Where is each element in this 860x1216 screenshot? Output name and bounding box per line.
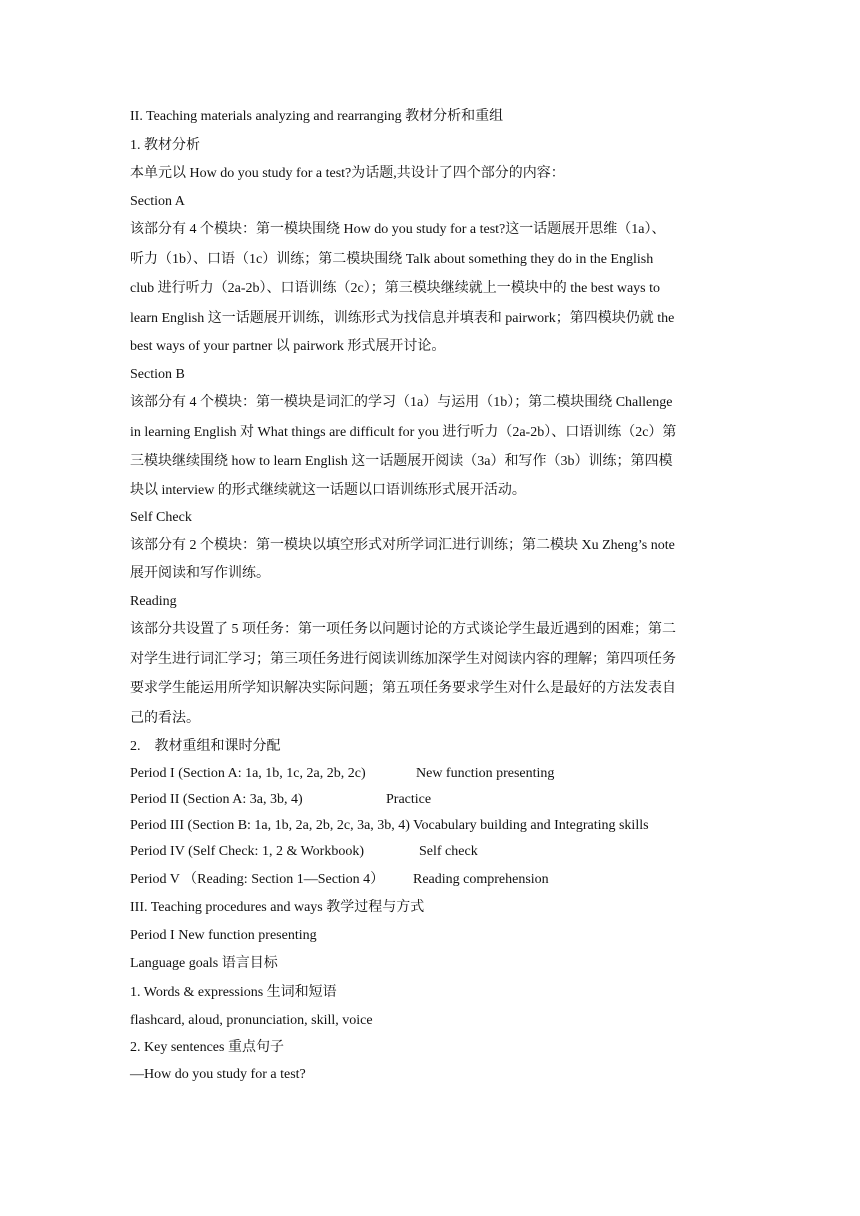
- key-sentences-heading: 2. Key sentences 重点句子: [130, 1039, 284, 1055]
- section-heading-teaching-materials: II. Teaching materials analyzing and rearranging 教材分析和重组: [130, 109, 504, 124]
- self-check-line: 展开阅读和写作训练。: [130, 566, 270, 581]
- section-heading-procedures: III. Teaching procedures and ways 教学过程与方式: [130, 899, 425, 915]
- section-b-line: 块以 interview 的形式继续就这一话题以口语训练形式展开活动。: [130, 482, 526, 498]
- language-goals-heading: Language goals 语言目标: [130, 955, 278, 971]
- period-focus: Self check: [419, 843, 478, 859]
- reading-line: 己的看法。: [130, 710, 200, 726]
- period-range: Period II (Section A: 3a, 3b, 4): [130, 791, 303, 807]
- words-heading: 1. Words & expressions 生词和短语: [130, 984, 337, 1000]
- reading-paragraph: [130, 615, 730, 733]
- section-b-line: 该部分有 4 个模块：第一模块是词汇的学习（1a）与运用（1b）；第二模块围绕 Challenge: [130, 395, 673, 410]
- self-check-paragraph: [130, 531, 730, 589]
- subheading-rearrangement: 2. 教材重组和课时分配: [130, 738, 281, 754]
- document-page: [130, 103, 730, 1088]
- section-a-line: 该部分有 4 个模块：第一模块围绕 How do you study for a test?这一话题展开思维（1a）、: [130, 222, 666, 237]
- period-one-heading: Period I New function presenting: [130, 927, 317, 943]
- period-range: Period I (Section A: 1a, 1b, 1c, 2a, 2b, 2c): [130, 765, 366, 781]
- unit-intro: 本单元以 How do you study for a test?为话题,共设计了四个部分的内容：: [130, 166, 565, 181]
- period-focus: Reading comprehension: [413, 871, 549, 887]
- period-range: Period III (Section B: 1a, 1b, 2a, 2b, 2c, 3a, 3b, 4) Vocabulary building and Integrating skills: [130, 817, 649, 833]
- subheading-materials-analysis: 1. 教材分析: [130, 138, 200, 153]
- reading-line: 该部分共设置了 5 项任务：第一项任务以问题讨论的方式谈论学生最近遇到的困难；第二: [130, 622, 676, 637]
- period-range: Period IV (Self Check: 1, 2 & Workbook): [130, 843, 364, 859]
- period-row: [130, 761, 730, 787]
- section-a-line: club 进行听力（2a-2b）、口语训练（2c）；第三模块继续就上一模块中的 the best ways to: [130, 281, 661, 296]
- section-b-line: 三模块继续围绕 how to learn English 这一话题展开阅读（3a）和写作（3b）训练；第四模: [130, 454, 673, 469]
- self-check-line: 该部分有 2 个模块：第一模块以填空形式对所学词汇进行训练；第二模块 Xu Zheng’s note: [130, 537, 675, 553]
- section-a-line: best ways of your partner 以 pairwork 形式展开讨论。: [130, 339, 446, 354]
- period-range: Period V （Reading: Section 1—Section 4）: [130, 871, 385, 887]
- reading-title: Reading: [130, 594, 177, 609]
- self-check-title: Self Check: [130, 509, 192, 525]
- section-a-line: 听力（1b）、口语（1c）训练；第二模块围绕 Talk about something they do in the English: [130, 251, 654, 267]
- period-row: [130, 865, 730, 894]
- period-focus: Practice: [386, 791, 432, 807]
- period-row: [130, 813, 730, 839]
- period-focus: New function presenting: [416, 765, 555, 781]
- section-a-paragraph: [130, 215, 730, 361]
- section-b-line: in learning English 对 What things are difficult for you 进行听力（2a-2b）、口语训练（2c）第: [130, 424, 677, 440]
- period-row: [130, 839, 730, 865]
- reading-line: 对学生进行词汇学习；第三项任务进行阅读训练加深学生对阅读内容的理解；第四项任务: [130, 651, 676, 667]
- words-list: flashcard, aloud, pronunciation, skill, voice: [130, 1012, 373, 1028]
- period-row: [130, 787, 730, 813]
- key-sentence: —How do you study for a test?: [130, 1066, 306, 1082]
- section-a-title: Section A: [130, 194, 185, 209]
- section-b-title: Section B: [130, 367, 185, 382]
- section-a-line: learn English 这一话题展开训练，训练形式为找信息并填表和 pairwork；第四模块仍就 the: [130, 310, 675, 326]
- period-list: [130, 761, 730, 894]
- reading-line: 要求学生能运用所学知识解决实际问题；第五项任务要求学生对什么是最好的方法发表自: [130, 681, 676, 696]
- section-b-paragraph: [130, 388, 730, 504]
